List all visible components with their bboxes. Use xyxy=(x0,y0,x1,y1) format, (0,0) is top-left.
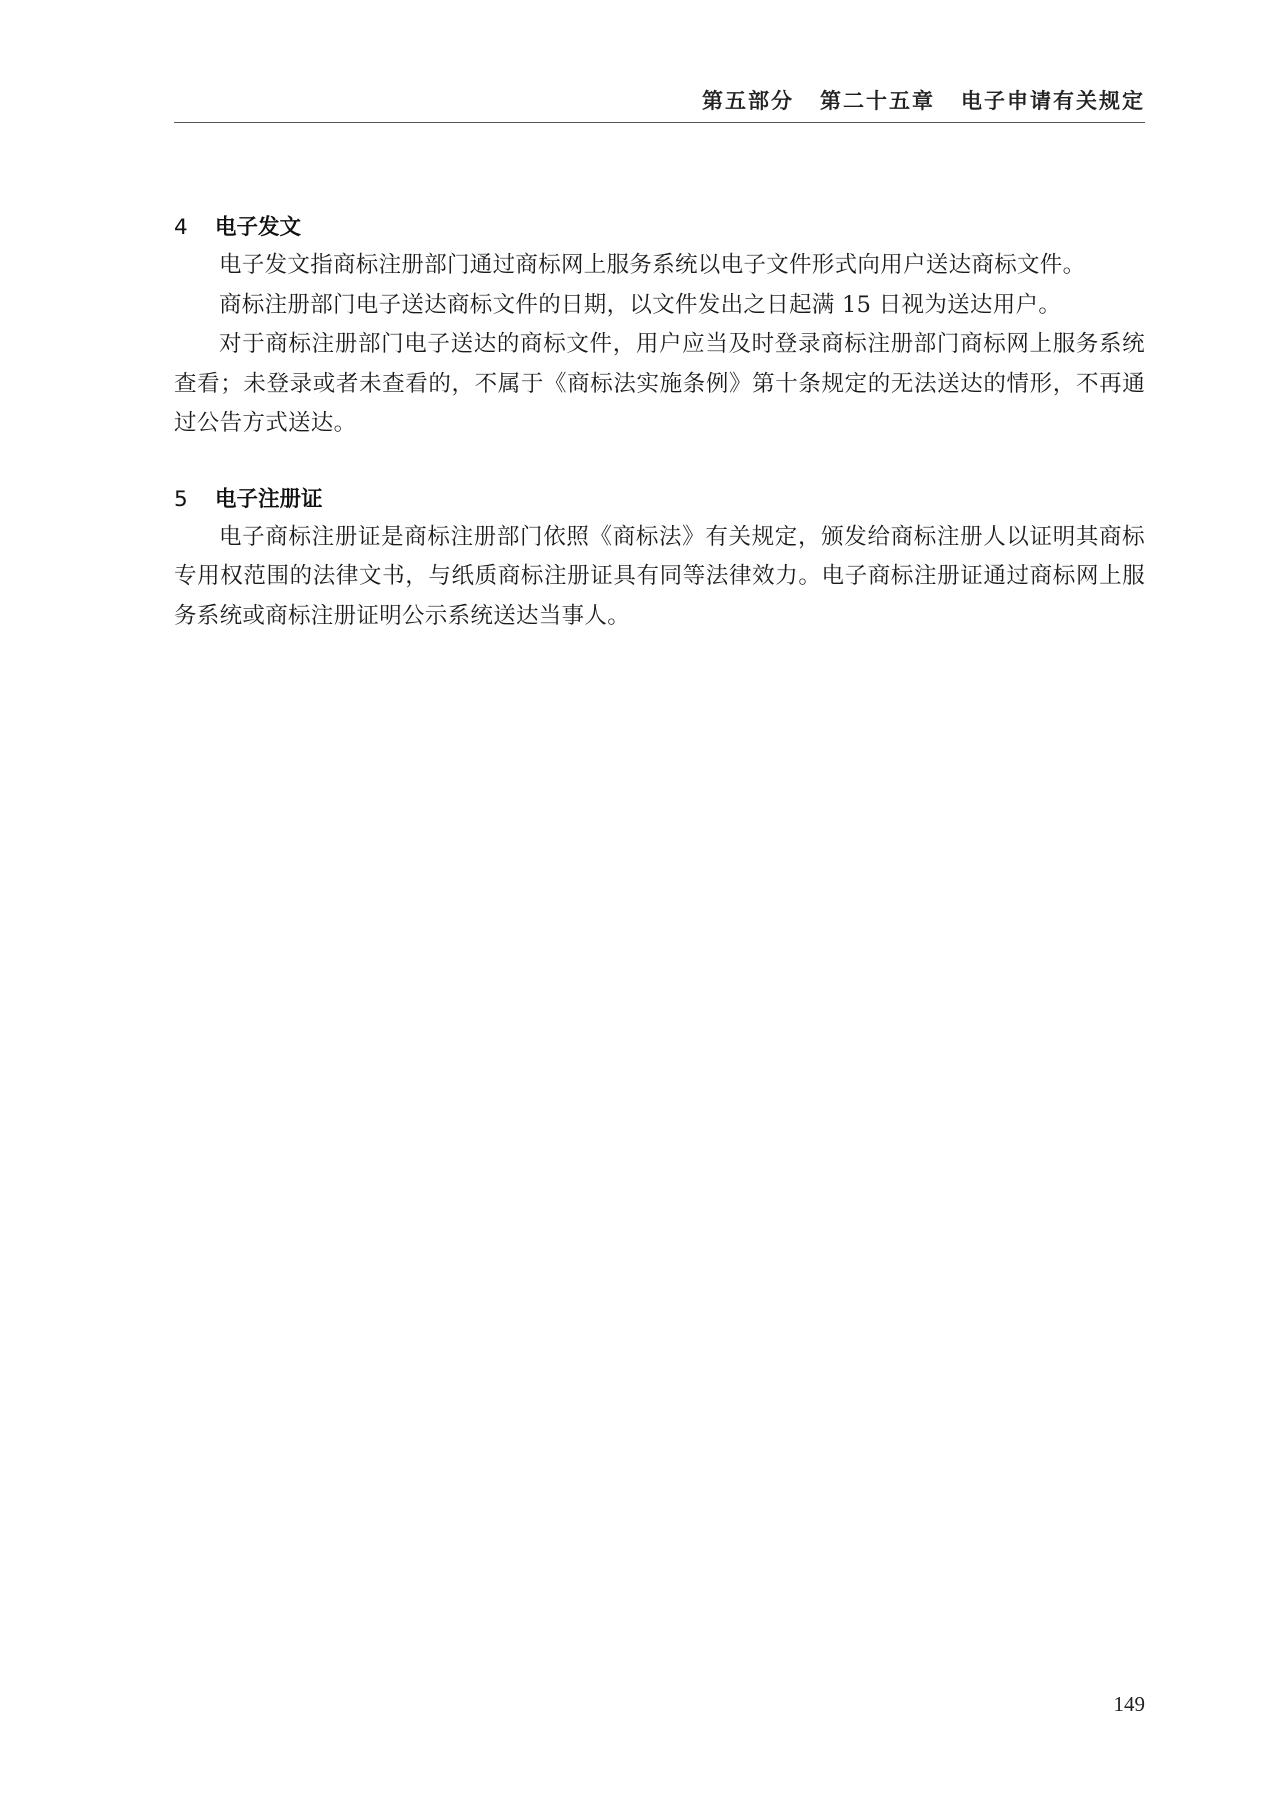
section-title: 电子发文 xyxy=(215,215,302,240)
paragraph: 电子发文指商标注册部门通过商标网上服务系统以电子文件形式向用户送达商标文件。 xyxy=(219,252,1086,278)
section-electronic-certificate xyxy=(174,482,1145,637)
running-header-text xyxy=(676,85,1145,115)
section-heading xyxy=(174,210,1145,246)
running-header xyxy=(174,82,1145,123)
header-part: 第五部分 xyxy=(702,88,794,113)
paragraph: 商标注册部门电子送达商标文件的日期，以文件发出之日起满 15 日视为送达用户。 xyxy=(219,291,1062,318)
section-heading xyxy=(174,482,1145,518)
header-title: 电子申请有关规定 xyxy=(961,88,1145,113)
section-number: 5 xyxy=(174,486,188,512)
paragraph: 对于商标注册部门电子送达的商标文件，用户应当及时登录商标注册部门商标网上服务系统查看；未登录或者未查看的，不属于《商标法实施条例》第十条规定的无法送达的情形，不再通过公告方式送达。 xyxy=(174,331,1145,436)
section-number: 4 xyxy=(174,215,188,240)
section-title: 电子注册证 xyxy=(215,486,323,512)
section-electronic-dispatch xyxy=(174,210,1145,444)
paragraph: 电子商标注册证是商标注册部门依照《商标法》有关规定，颁发给商标注册人以证明其商标专用权范围的法律文书，与纸质商标注册证具有同等法律效力。电子商标注册证通过商标网上服务系统或商标注册证明公示系统送达当事人。 xyxy=(174,523,1145,629)
page-body xyxy=(174,210,1145,674)
page-number: 149 xyxy=(1113,1692,1145,1716)
header-chapter: 第二十五章 xyxy=(820,88,935,113)
